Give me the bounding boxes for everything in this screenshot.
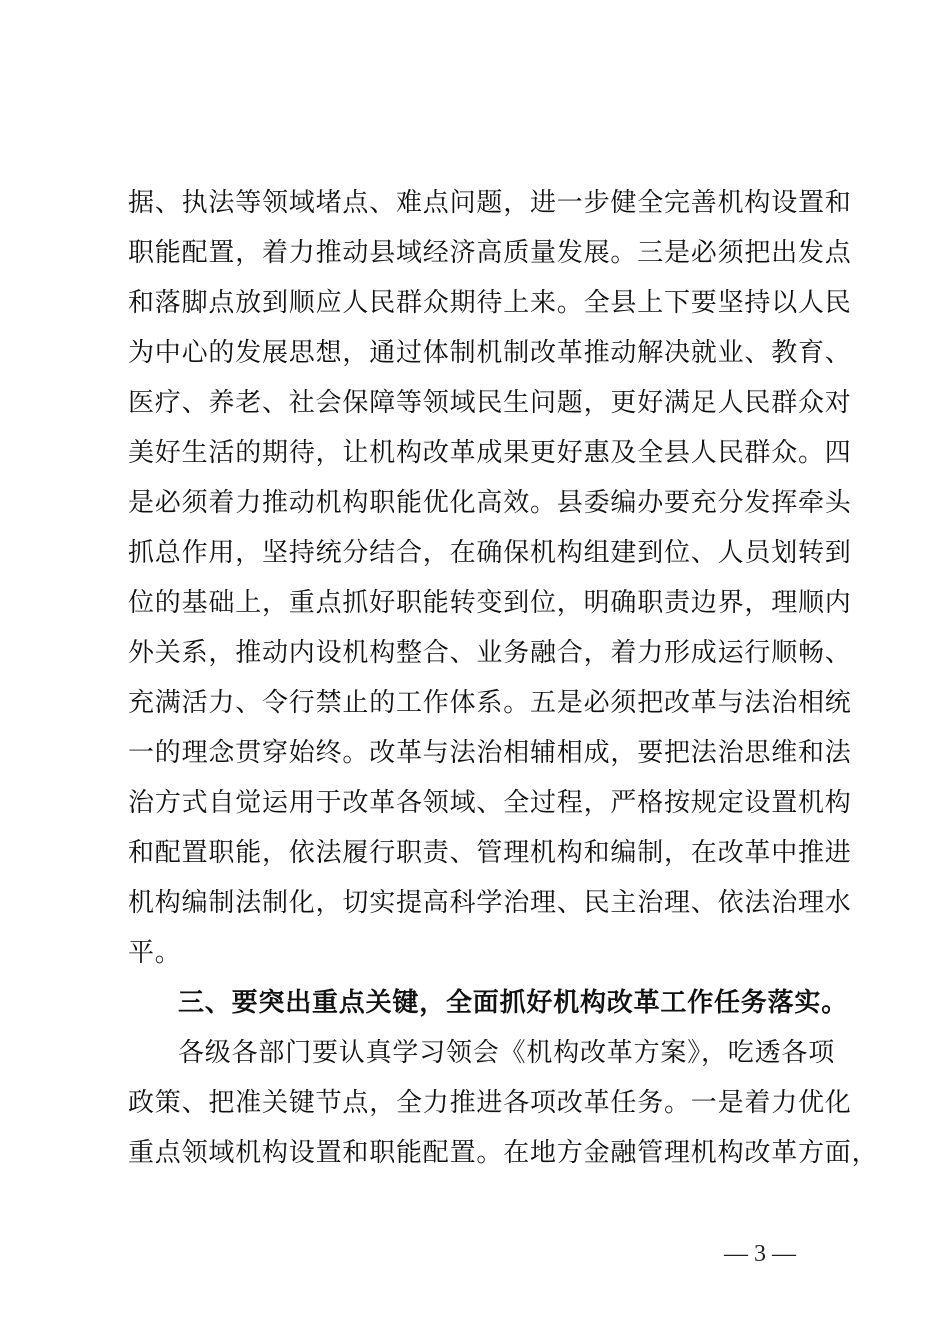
paragraph-line: 医疗、养老、社会保障等领域民生问题，更好满足人民群众对 xyxy=(128,388,852,418)
paragraph-line: 位的基础上，重点抓好职能转变到位，明确职责边界，理顺内 xyxy=(128,588,852,618)
paragraph-line: 美好生活的期待，让机构改革成果更好惠及全县人民群众。四 xyxy=(128,438,852,468)
page-number: — 3 — xyxy=(724,1241,796,1267)
paragraph-line: 据、执法等领域堵点、难点问题，进一步健全完善机构设置和 xyxy=(128,188,852,218)
paragraph-line: 外关系，推动内设机构整合、业务融合，着力形成运行顺畅、 xyxy=(128,638,852,668)
paragraph-line: 充满活力、令行禁止的工作体系。五是必须把改革与法治相统 xyxy=(128,688,852,718)
paragraph-line: 平。 xyxy=(128,938,182,968)
paragraph-line: 机构编制法制化，切实提高科学治理、民主治理、依法治理水 xyxy=(128,888,852,918)
paragraph-line: 各级各部门要认真学习领会《机构改革方案》，吃透各项 xyxy=(178,1038,836,1068)
paragraph-line: 抓总作用，坚持统分结合，在确保机构组建到位、人员划转到 xyxy=(128,538,852,568)
paragraph-line: 职能配置，着力推动县域经济高质量发展。三是必须把出发点 xyxy=(128,238,852,268)
section-heading: 三、要突出重点关键，全面抓好机构改革工作任务落实。 xyxy=(178,988,849,1018)
paragraph-line: 政策、把准关键节点，全力推进各项改革任务。一是着力优化 xyxy=(128,1088,852,1118)
paragraph-line: 治方式自觉运用于改革各领域、全过程，严格按规定设置机构 xyxy=(128,788,852,818)
paragraph-line: 重点领域机构设置和职能配置。在地方金融管理机构改革方面， xyxy=(128,1138,879,1168)
paragraph-line: 和落脚点放到顺应人民群众期待上来。全县上下要坚持以人民 xyxy=(128,288,852,318)
paragraph-line: 为中心的发展思想，通过体制机制改革推动解决就业、教育、 xyxy=(128,338,852,368)
paragraph-line: 一的理念贯穿始终。改革与法治相辅相成，要把法治思维和法 xyxy=(128,738,852,768)
paragraph-line: 和配置职能，依法履行职责、管理机构和编制，在改革中推进 xyxy=(128,838,852,868)
paragraph-line: 是必须着力推动机构职能优化高效。县委编办要充分发挥牵头 xyxy=(128,488,852,518)
